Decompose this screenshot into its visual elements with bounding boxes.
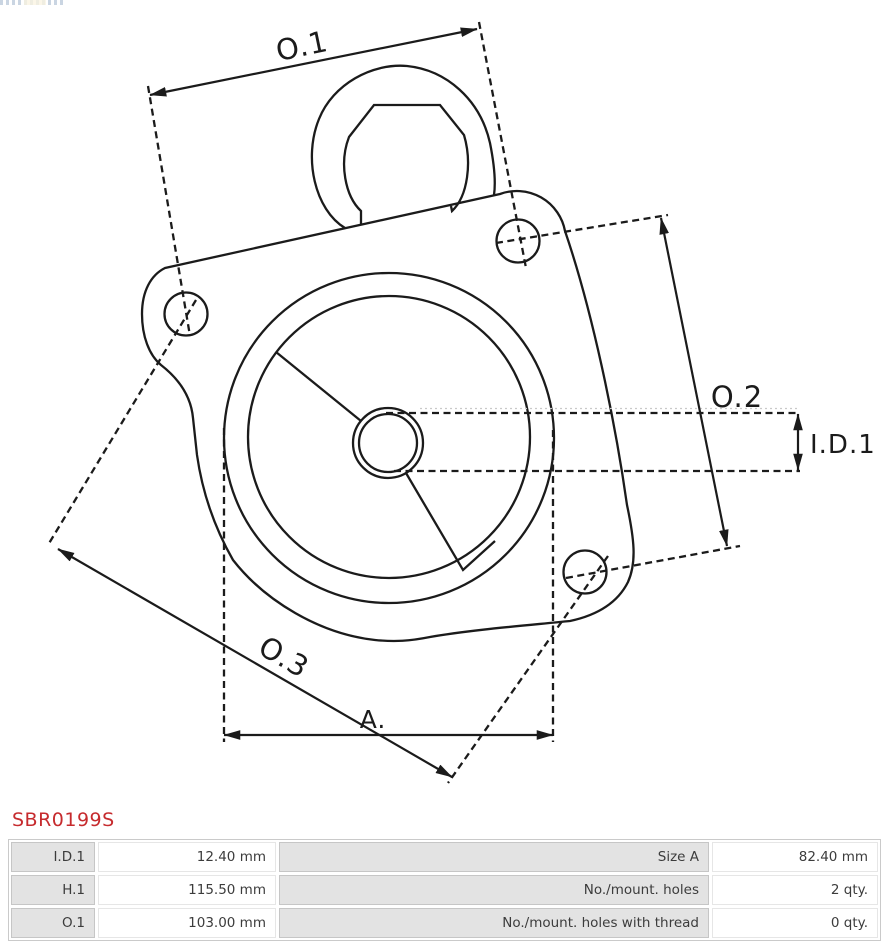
sector-line-lower — [406, 473, 495, 570]
ext-o3-left — [48, 300, 196, 545]
dim-label-id1: I.D.1 — [810, 430, 876, 460]
spec-attribute-value: 0 qty. — [712, 908, 878, 938]
dimension-labels-group — [253, 24, 876, 734]
ext-o3-right — [448, 556, 608, 783]
spec-value: 115.50 mm — [98, 875, 276, 905]
spec-label: O.1 — [11, 908, 95, 938]
dim-label-a: A. — [359, 705, 387, 734]
spec-attribute-value: 2 qty. — [712, 875, 878, 905]
sector-line-upper — [276, 352, 361, 421]
bore-circle-outer — [224, 273, 554, 603]
hub-hole — [359, 414, 417, 472]
dim-label-o3: O.3 — [252, 629, 316, 685]
spec-value: 12.40 mm — [98, 842, 276, 872]
spec-attribute: Size A — [279, 842, 709, 872]
table-row — [11, 908, 878, 938]
spec-label: I.D.1 — [11, 842, 95, 872]
dim-label-o2: O.2 — [710, 380, 764, 414]
spec-value: 103.00 mm — [98, 908, 276, 938]
dimension-lines-group — [58, 29, 798, 777]
part-number: SBR0199S — [12, 809, 115, 831]
spec-attribute-value: 82.40 mm — [712, 842, 878, 872]
spec-attribute: No./mount. holes with thread — [279, 908, 709, 938]
dim-label-o1: O.1 — [272, 24, 332, 68]
hub-ring — [353, 408, 423, 478]
spec-table — [8, 839, 881, 941]
bore-circle-inner — [248, 296, 530, 578]
table-row — [11, 842, 878, 872]
table-row — [11, 875, 878, 905]
ext-o1-right — [479, 22, 526, 268]
spec-attribute: No./mount. holes — [279, 875, 709, 905]
spec-label: H.1 — [11, 875, 95, 905]
ext-o1-left — [148, 86, 190, 336]
part-outline-group — [142, 66, 634, 641]
plate-outline — [142, 191, 634, 641]
extension-lines-group — [48, 22, 800, 783]
